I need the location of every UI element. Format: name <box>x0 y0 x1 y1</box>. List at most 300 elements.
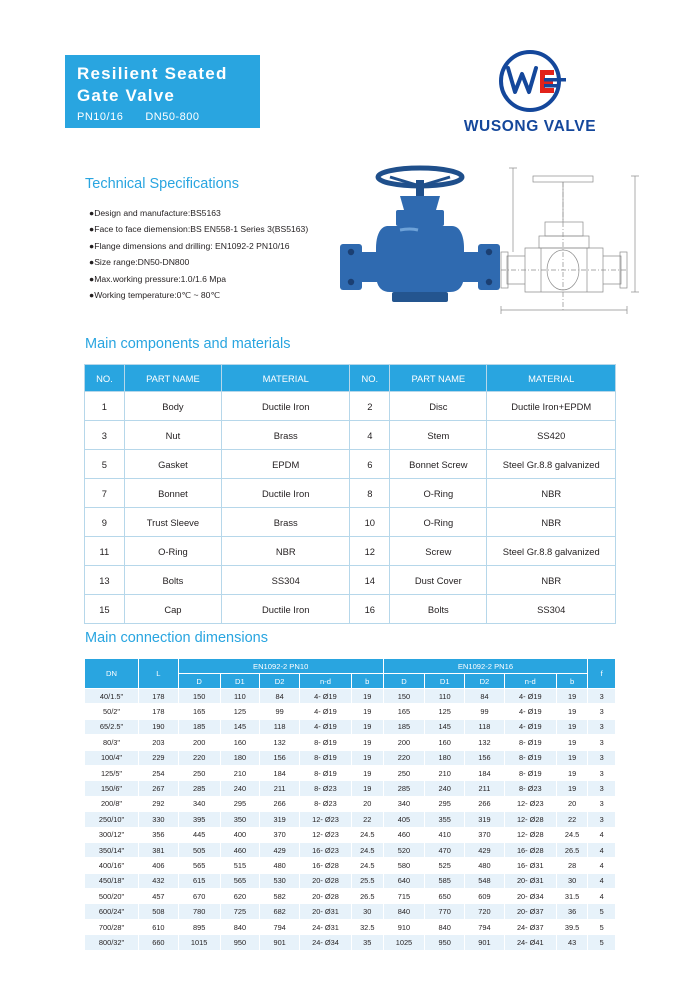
cell: 405 <box>383 812 425 827</box>
cell: 4- Ø19 <box>504 689 556 704</box>
cell: Bonnet <box>124 479 221 508</box>
cell: 160 <box>220 735 260 750</box>
cell-dn: 600/24" <box>85 904 139 919</box>
cell: 319 <box>260 812 300 827</box>
table-row <box>85 719 616 734</box>
cell: Steel Gr.8.8 galvanized <box>487 537 616 566</box>
cell: 470 <box>425 842 465 857</box>
cell: 660 <box>139 935 179 950</box>
spec-item: ●Face to face diemension:BS EN558-1 Series 3(BS5163) <box>89 224 309 235</box>
cell: Ductile Iron <box>222 479 350 508</box>
cell: 184 <box>465 765 505 780</box>
cell: 190 <box>139 719 179 734</box>
cell: 530 <box>260 873 300 888</box>
table-header-row-groups <box>85 659 616 674</box>
cell: 429 <box>465 842 505 857</box>
cell: 3 <box>588 796 616 811</box>
cell: 19 <box>556 704 588 719</box>
cell: 20- Ø31 <box>300 904 352 919</box>
cell: Gasket <box>124 450 221 479</box>
cell: 240 <box>220 781 260 796</box>
table-row <box>85 479 616 508</box>
cell: 203 <box>139 735 179 750</box>
cell: 901 <box>465 935 505 950</box>
col-d2-pn10: D2 <box>260 674 300 689</box>
cell: 13 <box>85 566 125 595</box>
cell: 16 <box>350 595 390 624</box>
cell: 32.5 <box>351 919 383 934</box>
cell: 460 <box>220 842 260 857</box>
cell: 20- Ø28 <box>300 889 352 904</box>
cell: 20- Ø37 <box>504 904 556 919</box>
cell: 160 <box>425 735 465 750</box>
cell: 5 <box>588 904 616 919</box>
spec-item: ●Max.working pressure:1.0/1.6 Mpa <box>89 273 227 284</box>
cell: 2 <box>350 392 390 421</box>
cell: 1025 <box>383 935 425 950</box>
cell: 840 <box>383 904 425 919</box>
cell-dn: 250/10" <box>85 812 139 827</box>
cell: 4 <box>350 421 390 450</box>
cell: 145 <box>425 719 465 734</box>
cell: 340 <box>178 796 220 811</box>
cell: 4- Ø19 <box>504 704 556 719</box>
table-row <box>85 450 616 479</box>
cell-dn: 40/1.5" <box>85 689 139 704</box>
cell: 285 <box>383 781 425 796</box>
cell: 3 <box>588 812 616 827</box>
cell: 266 <box>260 796 300 811</box>
cell: 410 <box>425 827 465 842</box>
cell: 4 <box>588 842 616 857</box>
cell: 950 <box>220 935 260 950</box>
cell: 185 <box>178 719 220 734</box>
cell: 895 <box>178 919 220 934</box>
cell: 715 <box>383 889 425 904</box>
cell: Dust Cover <box>390 566 487 595</box>
cell-dn: 65/2.5" <box>85 719 139 734</box>
cell: 12- Ø23 <box>504 796 556 811</box>
cell-dn: 450/18" <box>85 873 139 888</box>
cell: 9 <box>85 508 125 537</box>
cell: 1 <box>85 392 125 421</box>
cell: 356 <box>139 827 179 842</box>
components-table <box>84 364 616 624</box>
cell: 19 <box>556 765 588 780</box>
cell: 254 <box>139 765 179 780</box>
table-row <box>85 935 616 950</box>
cell: 30 <box>351 904 383 919</box>
cell: 24.5 <box>556 827 588 842</box>
cell: 19 <box>351 719 383 734</box>
cell: 125 <box>425 704 465 719</box>
cell-dn: 125/5" <box>85 765 139 780</box>
table-row <box>85 796 616 811</box>
cell: 16- Ø28 <box>300 858 352 873</box>
cell: 480 <box>260 858 300 873</box>
cell: 901 <box>260 935 300 950</box>
cell: 156 <box>465 750 505 765</box>
cell: 480 <box>465 858 505 873</box>
cell-dn: 80/3" <box>85 735 139 750</box>
col-d2-pn16: D2 <box>465 674 505 689</box>
cell: 266 <box>465 796 505 811</box>
col-b-pn10: b <box>351 674 383 689</box>
cell: 4 <box>588 858 616 873</box>
cell: 24- Ø31 <box>300 919 352 934</box>
cell: 5 <box>588 919 616 934</box>
cell: Trust Sleeve <box>124 508 221 537</box>
cell: Body <box>124 392 221 421</box>
table-row <box>85 566 616 595</box>
cell: 3 <box>588 704 616 719</box>
size-range: DN50-800 <box>145 111 200 123</box>
gate-valve-photo <box>330 160 510 335</box>
cell: O-Ring <box>390 508 487 537</box>
cell: 12- Ø28 <box>504 812 556 827</box>
cell-dn: 800/32" <box>85 935 139 950</box>
cell: 381 <box>139 842 179 857</box>
cell: 8- Ø19 <box>504 750 556 765</box>
cell: 8- Ø23 <box>504 781 556 796</box>
cell: 185 <box>383 719 425 734</box>
cell: 250 <box>178 765 220 780</box>
title-subtitle <box>77 111 250 123</box>
cell: 548 <box>465 873 505 888</box>
cell: 240 <box>425 781 465 796</box>
table-row <box>85 689 616 704</box>
title-line-2: Gate Valve <box>77 86 176 105</box>
cell: 11 <box>85 537 125 566</box>
cell: Screw <box>390 537 487 566</box>
cell: Ductile Iron <box>222 595 350 624</box>
col-d-pn16: D <box>383 674 425 689</box>
cell: SS304 <box>222 566 350 595</box>
cell: 3 <box>588 735 616 750</box>
cell: 794 <box>465 919 505 934</box>
cell: 165 <box>383 704 425 719</box>
col-b-pn16: b <box>556 674 588 689</box>
cell: 24.5 <box>351 858 383 873</box>
cell: 650 <box>425 889 465 904</box>
cell: 150 <box>383 689 425 704</box>
col-nd-pn16: n-d <box>504 674 556 689</box>
cell: 12- Ø23 <box>300 812 352 827</box>
cell: Disc <box>390 392 487 421</box>
cell: 180 <box>220 750 260 765</box>
cell: 582 <box>260 889 300 904</box>
col-d1-pn10: D1 <box>220 674 260 689</box>
cell: 210 <box>220 765 260 780</box>
cell: 24.5 <box>351 842 383 857</box>
cell: SS420 <box>487 421 616 450</box>
cell: 125 <box>220 704 260 719</box>
cell: 295 <box>425 796 465 811</box>
table-row <box>85 889 616 904</box>
cell: 20- Ø28 <box>300 873 352 888</box>
cell: 19 <box>351 735 383 750</box>
cell: 3 <box>588 750 616 765</box>
cell: 30 <box>556 873 588 888</box>
cell: 20- Ø34 <box>504 889 556 904</box>
cell: 220 <box>178 750 220 765</box>
cell: 370 <box>465 827 505 842</box>
cell: 508 <box>139 904 179 919</box>
cell: 565 <box>178 858 220 873</box>
cell: 8- Ø19 <box>300 765 352 780</box>
table-header-row <box>85 365 616 392</box>
col-d-pn10: D <box>178 674 220 689</box>
cell: 19 <box>351 781 383 796</box>
cell: 8- Ø19 <box>504 765 556 780</box>
cell: 25.5 <box>351 873 383 888</box>
table-row <box>85 704 616 719</box>
cell: 118 <box>465 719 505 734</box>
cell: 19 <box>556 781 588 796</box>
cell: 6 <box>350 450 390 479</box>
cell: 14 <box>350 566 390 595</box>
cell: 8- Ø19 <box>300 735 352 750</box>
cell: 406 <box>139 858 179 873</box>
cell: 28 <box>556 858 588 873</box>
title-banner <box>65 55 260 128</box>
cell: 4- Ø19 <box>300 689 352 704</box>
cell: 840 <box>220 919 260 934</box>
cell: 178 <box>139 689 179 704</box>
cell-dn: 500/20" <box>85 889 139 904</box>
cell: 36 <box>556 904 588 919</box>
table-row <box>85 735 616 750</box>
cell: SS304 <box>487 595 616 624</box>
table-row <box>85 537 616 566</box>
cell: 22 <box>351 812 383 827</box>
cell: Nut <box>124 421 221 450</box>
cell: 355 <box>425 812 465 827</box>
cell: 429 <box>260 842 300 857</box>
cell: 118 <box>260 719 300 734</box>
cell: 12- Ø23 <box>300 827 352 842</box>
cell: 150 <box>178 689 220 704</box>
cell: 3 <box>85 421 125 450</box>
brand-block <box>425 50 635 136</box>
cell: 31.5 <box>556 889 588 904</box>
table-row <box>85 919 616 934</box>
cell: 15 <box>85 595 125 624</box>
cell: 220 <box>383 750 425 765</box>
cell: 24- Ø41 <box>504 935 556 950</box>
cell: 19 <box>351 704 383 719</box>
col-no-2: NO. <box>350 365 390 392</box>
cell: EPDM <box>222 450 350 479</box>
cell-dn: 300/12" <box>85 827 139 842</box>
cell-dn: 200/8" <box>85 796 139 811</box>
cell: Cap <box>124 595 221 624</box>
cell: 640 <box>383 873 425 888</box>
cell: 460 <box>383 827 425 842</box>
cell: Bolts <box>124 566 221 595</box>
col-group-pn16: EN1092-2 PN16 <box>383 659 588 674</box>
company-logo-icon <box>482 50 578 112</box>
cell: 132 <box>260 735 300 750</box>
cell: 8- Ø23 <box>300 781 352 796</box>
table-row <box>85 858 616 873</box>
cell: 3 <box>588 689 616 704</box>
cell: 16- Ø31 <box>504 858 556 873</box>
cell: 26.5 <box>351 889 383 904</box>
cell: 340 <box>383 796 425 811</box>
spec-item: ●Size range:DN50-DN800 <box>89 257 190 268</box>
cell: Stem <box>390 421 487 450</box>
spec-item: ●Working temperature:0℃ ~ 80℃ <box>89 290 221 301</box>
cell: 211 <box>260 781 300 796</box>
cell: NBR <box>222 537 350 566</box>
cell: 210 <box>425 765 465 780</box>
cell: 520 <box>383 842 425 857</box>
cell: 165 <box>178 704 220 719</box>
cell: 4- Ø19 <box>300 719 352 734</box>
cell: Bolts <box>390 595 487 624</box>
cell: 3 <box>588 781 616 796</box>
cell: 22 <box>556 812 588 827</box>
cell: 285 <box>178 781 220 796</box>
cell: 620 <box>220 889 260 904</box>
cell: 20- Ø31 <box>504 873 556 888</box>
col-material-2: MATERIAL <box>487 365 616 392</box>
cell: 43 <box>556 935 588 950</box>
col-l: L <box>139 659 179 689</box>
cell: 4- Ø19 <box>504 719 556 734</box>
cell: 16- Ø28 <box>504 842 556 857</box>
cell: 4 <box>588 827 616 842</box>
cell: Steel Gr.8.8 galvanized <box>487 450 616 479</box>
cell: O-Ring <box>390 479 487 508</box>
cell: 200 <box>178 735 220 750</box>
cell: 19 <box>556 735 588 750</box>
table-row <box>85 827 616 842</box>
cell: 3 <box>588 719 616 734</box>
cell: 5 <box>588 935 616 950</box>
cell: 12- Ø28 <box>504 827 556 842</box>
cell-dn: 400/16" <box>85 858 139 873</box>
cell: 950 <box>425 935 465 950</box>
cell-dn: 100/4" <box>85 750 139 765</box>
cell: NBR <box>487 566 616 595</box>
cell-dn: 150/6" <box>85 781 139 796</box>
cell: 585 <box>425 873 465 888</box>
table-row <box>85 812 616 827</box>
cell: 8- Ø19 <box>504 735 556 750</box>
cell: 525 <box>425 858 465 873</box>
section-title-components: Main components and materials <box>85 336 291 352</box>
table-row <box>85 392 616 421</box>
cell: 19 <box>556 750 588 765</box>
cell: 24.5 <box>351 827 383 842</box>
cell: 840 <box>425 919 465 934</box>
col-dn: DN <box>85 659 139 689</box>
section-title-dimensions: Main connection dimensions <box>85 630 268 646</box>
cell: 16- Ø23 <box>300 842 352 857</box>
title-line-1: Resilient Seated <box>77 64 228 83</box>
cell: 8- Ø23 <box>300 796 352 811</box>
cell: 26.5 <box>556 842 588 857</box>
cell: 4- Ø19 <box>300 704 352 719</box>
cell: 19 <box>351 750 383 765</box>
cell: 445 <box>178 827 220 842</box>
cell: 682 <box>260 904 300 919</box>
page-header <box>65 55 635 145</box>
cell: 99 <box>260 704 300 719</box>
cell: 1015 <box>178 935 220 950</box>
cell: 8 <box>350 479 390 508</box>
cell: 12 <box>350 537 390 566</box>
col-group-pn10: EN1092-2 PN10 <box>178 659 383 674</box>
cell: Brass <box>222 421 350 450</box>
table-row <box>85 421 616 450</box>
cell: 110 <box>425 689 465 704</box>
cell: 319 <box>465 812 505 827</box>
cell: 565 <box>220 873 260 888</box>
cell: 20 <box>556 796 588 811</box>
cell: 292 <box>139 796 179 811</box>
cell: 184 <box>260 765 300 780</box>
cell: 132 <box>465 735 505 750</box>
cell: 395 <box>178 812 220 827</box>
valve-technical-drawing <box>495 160 645 330</box>
cell: 457 <box>139 889 179 904</box>
cell: O-Ring <box>124 537 221 566</box>
cell: 145 <box>220 719 260 734</box>
cell: 770 <box>425 904 465 919</box>
cell: 515 <box>220 858 260 873</box>
cell: 609 <box>465 889 505 904</box>
table-row <box>85 750 616 765</box>
table-row <box>85 765 616 780</box>
col-material-1: MATERIAL <box>222 365 350 392</box>
cell: 5 <box>85 450 125 479</box>
cell: 229 <box>139 750 179 765</box>
cell: 110 <box>220 689 260 704</box>
cell: 35 <box>351 935 383 950</box>
col-nd-pn10: n-d <box>300 674 352 689</box>
cell: 610 <box>139 919 179 934</box>
cell: 4 <box>588 889 616 904</box>
spec-item: ●Flange dimensions and drilling: EN1092-2 PN10/16 <box>89 240 290 251</box>
cell: 4 <box>588 873 616 888</box>
cell-dn: 700/28" <box>85 919 139 934</box>
cell: 178 <box>139 704 179 719</box>
cell: 670 <box>178 889 220 904</box>
cell: 24- Ø34 <box>300 935 352 950</box>
col-d1-pn16: D1 <box>425 674 465 689</box>
cell: 250 <box>383 765 425 780</box>
cell: 200 <box>383 735 425 750</box>
table-row <box>85 508 616 537</box>
cell: 7 <box>85 479 125 508</box>
cell: 725 <box>220 904 260 919</box>
cell: Ductile Iron <box>222 392 350 421</box>
cell: 24- Ø37 <box>504 919 556 934</box>
cell: 615 <box>178 873 220 888</box>
cell: 400 <box>220 827 260 842</box>
cell: 432 <box>139 873 179 888</box>
cell: 84 <box>260 689 300 704</box>
cell: 180 <box>425 750 465 765</box>
cell: 295 <box>220 796 260 811</box>
table-row <box>85 873 616 888</box>
cell: NBR <box>487 508 616 537</box>
spec-item: ●Design and manufacture:BS5163 <box>89 208 221 218</box>
cell: Bonnet Screw <box>390 450 487 479</box>
